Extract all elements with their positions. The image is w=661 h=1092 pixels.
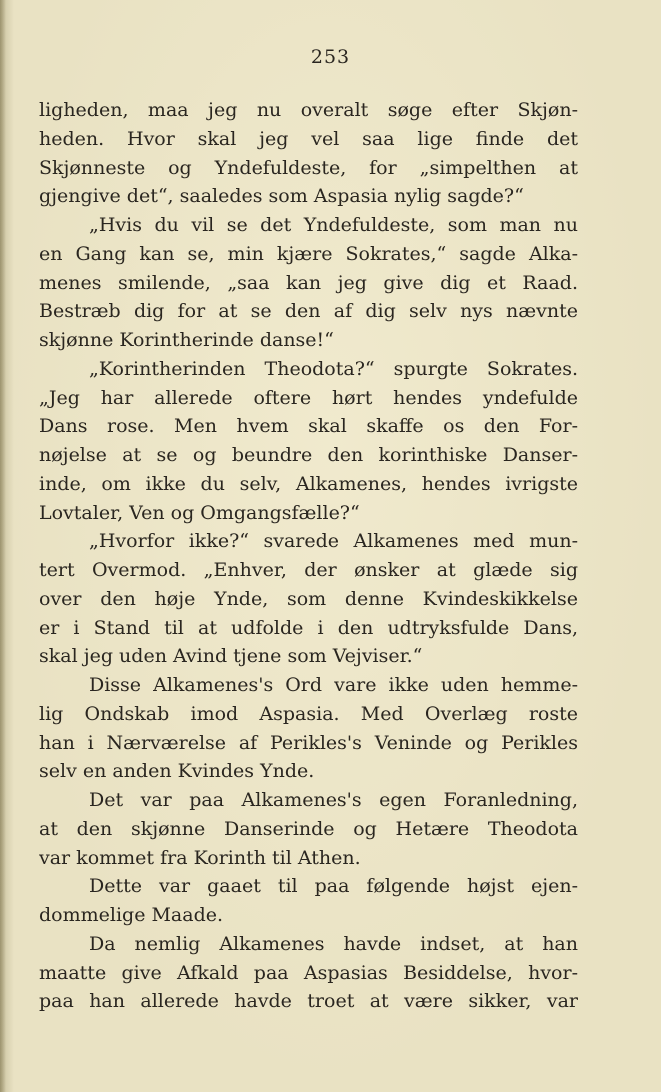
text-line: ligheden, maa jeg nu overalt søge efter Skjøn- xyxy=(39,99,578,121)
body-text xyxy=(39,96,578,1016)
text-line: er i Stand til at udfolde i den udtryksfulde Dans, xyxy=(39,616,578,639)
text-line: „Korintherinden Theodota?“ spurgte Sokrates. xyxy=(89,357,578,380)
text-line: heden. Hvor skal jeg vel saa lige finde det xyxy=(39,127,578,150)
text-line: gjengive det“, saaledes som Aspasia nylig sagde?“ xyxy=(39,185,524,208)
text-line: skjønne Korintherinde danse!“ xyxy=(39,329,334,351)
text-line: menes smilende, „saa kan jeg give dig et Raad. xyxy=(39,271,578,294)
binding-edge xyxy=(0,0,6,1092)
text-line: „Hvis du vil se det Yndefuldeste, som man nu xyxy=(89,214,578,236)
text-line: Da nemlig Alkamenes havde indset, at han xyxy=(89,932,578,955)
text-line: tert Overmod. „Enhver, der ønsker at glæde sig xyxy=(39,559,578,581)
text-line: Det var paa Alkamenes's egen Foranledning, xyxy=(89,789,578,811)
text-line: nøjelse at se og beundre den korinthiske Danser- xyxy=(39,444,578,466)
text-line: „Jeg har allerede oftere hørt hendes yndefulde xyxy=(39,386,578,409)
text-line: lig Ondskab imod Aspasia. Med Overlæg roste xyxy=(39,702,578,725)
text-line: over den høje Ynde, som denne Kvindeskikkelse xyxy=(39,587,578,610)
text-line: Dans rose. Men hvem skal skaffe os den For- xyxy=(39,415,578,438)
text-line: var kommet fra Korinth til Athen. xyxy=(39,846,361,869)
text-line: Bestræb dig for at se den af dig selv nys nævnte xyxy=(39,300,578,323)
text-line: selv en anden Kvindes Ynde. xyxy=(39,760,315,783)
text-line: inde, om ikke du selv, Alkamenes, hendes ivrigste xyxy=(39,472,578,495)
text-line: Dette var gaaet til paa følgende højst ejen- xyxy=(89,875,578,898)
text-line: en Gang kan se, min kjære Sokrates,“ sagde Alka- xyxy=(39,242,578,265)
text-line: at den skjønne Danserinde og Hetære Theodota xyxy=(39,817,578,840)
text-line: skal jeg uden Avind tjene som Vejviser.“ xyxy=(39,645,423,668)
text-line: Skjønneste og Yndefuldeste, for „simpelthen at xyxy=(39,156,578,179)
text-line: Lovtaler, Ven og Omgangsfælle?“ xyxy=(39,501,360,524)
text-line: Disse Alkamenes's Ord vare ikke uden hemme- xyxy=(89,674,578,696)
text-line: „Hvorfor ikke?“ svarede Alkamenes med mun- xyxy=(89,530,578,553)
text-line: dommelige Maade. xyxy=(39,904,224,926)
page-number: 253 xyxy=(310,46,351,68)
text-line: han i Nærværelse af Perikles's Veninde og Perikles xyxy=(39,731,578,754)
text-line: maatte give Afkald paa Aspasias Besiddelse, hvor- xyxy=(39,961,578,984)
text-line: paa han allerede havde troet at være sikker, var xyxy=(39,990,578,1013)
